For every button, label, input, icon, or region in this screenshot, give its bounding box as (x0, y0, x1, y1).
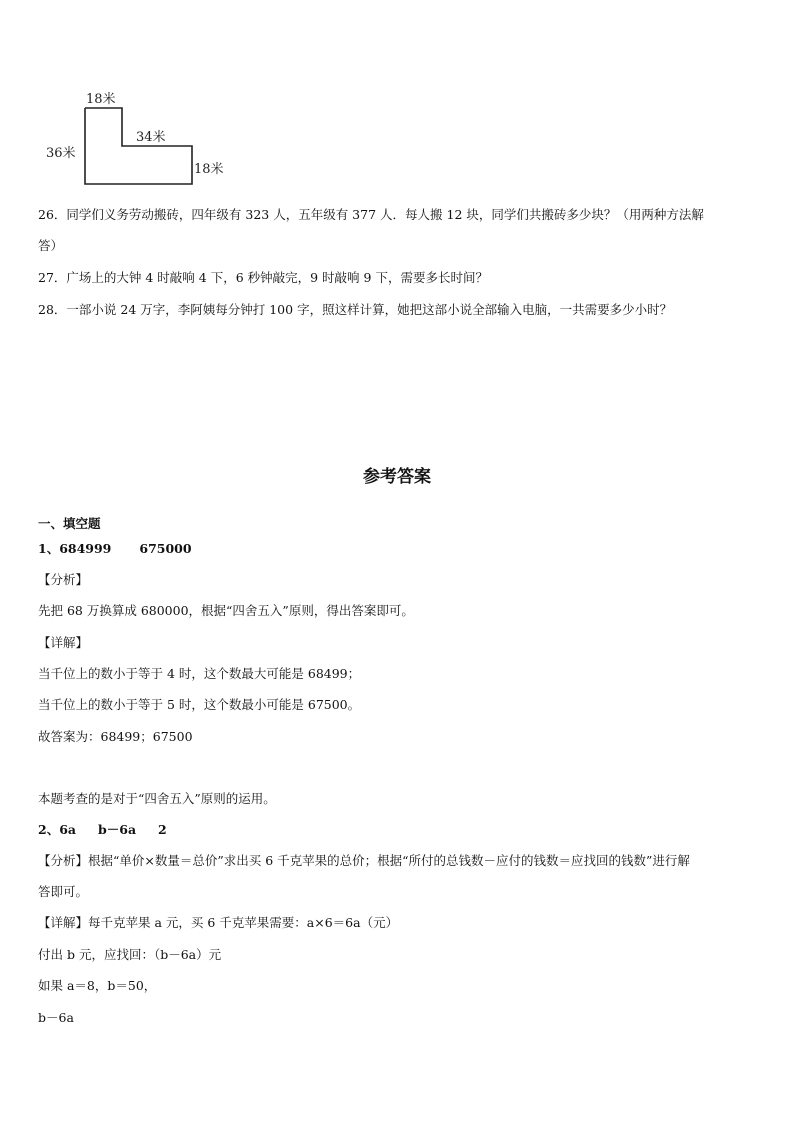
answer-2-line (38, 820, 167, 840)
answer-2-value1: 2、6a (38, 822, 76, 837)
answer-2-detail-line1: 【详解】每千克苹果 a 元，买 6 千克苹果需要：a×6＝6a（元） (38, 915, 399, 930)
answer-2-detail-line2: 付出 b 元，应找回：（b－6a）元 (38, 947, 222, 962)
answer-1-analysis: 先把 68 万换算成 680000，根据“四舍五入”原则，得出答案即可。 (38, 603, 414, 618)
answer-2-analysis-line2: 答即可。 (38, 884, 89, 899)
label-right: 18米 (194, 162, 224, 177)
question-27: 27．广场上的大钟 4 时敲响 4 下，6 秒钟敲完，9 时敲响 9 下，需要多长时间？ (38, 270, 488, 285)
section-heading: 一、填空题 (38, 516, 101, 531)
label-middle: 34米 (136, 130, 166, 145)
answer-1-detail1: 当千位上的数小于等于 4 时，这个数最大可能是 68499； (38, 666, 361, 681)
l-shape-diagram (40, 84, 240, 194)
answer-1-value2: 675000 (139, 541, 192, 556)
answer-1-line (38, 539, 192, 559)
answer-2-analysis-line1: 【分析】根据“单价×数量＝总价”求出买 6 千克苹果的总价；根据“所付的总钱数－应付的钱数＝应找回的钱数”进行解 (38, 853, 690, 868)
answer-2-value3: 2 (158, 822, 167, 837)
label-left: 36米 (46, 146, 76, 161)
label-top: 18米 (86, 92, 116, 107)
answers-title: 参考答案 (363, 467, 431, 487)
answer-1-value1: 1、684999 (38, 541, 112, 556)
answer-2-value2: b－6a (98, 822, 137, 837)
l-shape-svg (40, 84, 240, 194)
question-26-line2: 答） (38, 238, 64, 253)
detail-tag-1: 【详解】 (38, 635, 89, 650)
answer-1-detail2: 当千位上的数小于等于 5 时，这个数最小可能是 67500。 (38, 697, 361, 712)
question-28: 28．一部小说 24 万字，李阿姨每分钟打 100 字，照这样计算，她把这部小说全部输入电脑，一共需要多少小时？ (38, 302, 673, 317)
answer-2-detail-line3: 如果 a＝8，b＝50， (38, 978, 157, 993)
answer-1-final: 故答案为：68499；67500 (38, 729, 193, 744)
answer-2-detail-line4: b－6a (38, 1010, 74, 1025)
l-shape-outline (85, 108, 192, 184)
question-26-line1: 26．同学们义务劳动搬砖，四年级有 323 人，五年级有 377 人．每人搬 12 块，同学们共搬砖多少块？（用两种方法解 (38, 207, 704, 222)
answer-1-comment: 本题考查的是对于“四舍五入”原则的运用。 (38, 791, 276, 806)
analysis-tag-1: 【分析】 (38, 572, 89, 587)
